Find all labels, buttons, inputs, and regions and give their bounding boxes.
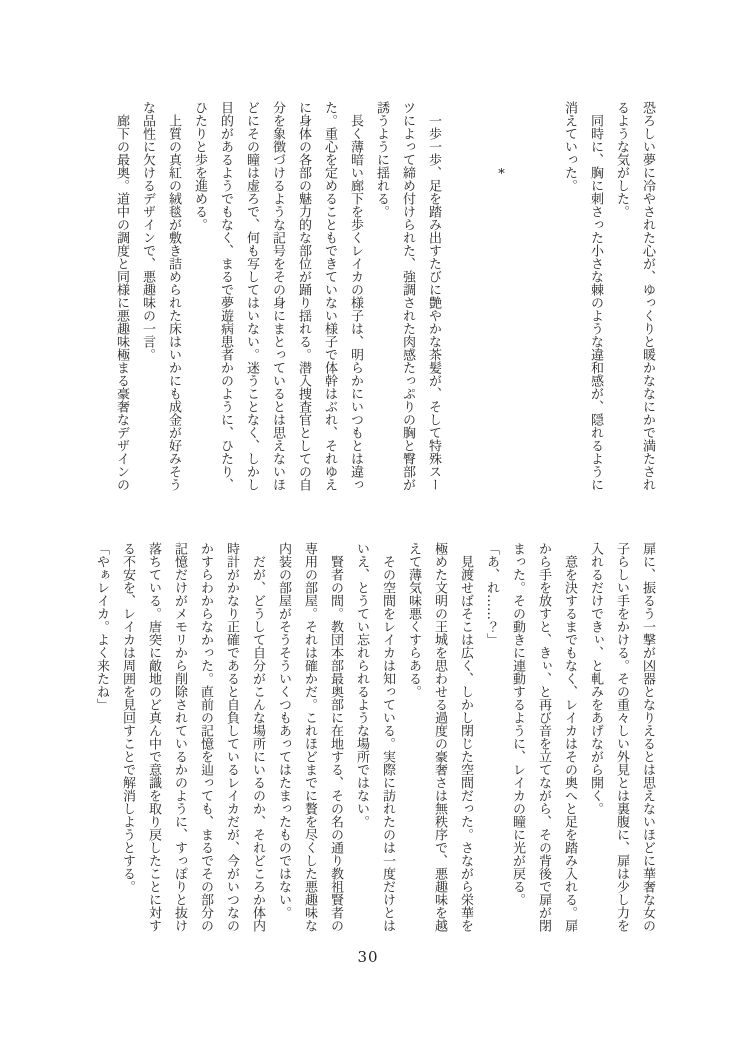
text-line: どにその瞳は虚ろで、何も写してはいない。迷うことなく、しかし [244, 101, 259, 491]
text-line: かすらわからなかった。直前の記憶を辿っても、まるでその部分の [198, 542, 213, 932]
text-line: 同時に、胸に刺さった小さな棘のような違和感が、隠れるように [588, 101, 603, 491]
text-line: 目的があるようでもなく、まるで夢遊病患者かのように、ひたり、 [218, 101, 233, 491]
text-line: 一歩一歩、足を踏み出すたびに艶やかな茶髪が、そして特殊スー [426, 101, 441, 491]
text-block-upper [108, 101, 660, 503]
text-line: 長く薄暗い廊下を歩くレイカの様子は、明らかにいつもとは違っ [348, 101, 363, 491]
text-line: 内装の部屋がそうそういくつもあってはたまったものではない。 [276, 542, 291, 919]
text-line: 賢者の間。教団本部最奥部に在地する、その名の通り教祖賢者の [328, 542, 343, 932]
text-line: 廊下の最奥。道中の調度と同様に悪趣味極まる豪奢なデザインの [114, 101, 129, 491]
text-line: 「あ、れ……？」 [484, 542, 499, 646]
text-line: いえ、とうてい忘れられるような場所ではない。 [354, 542, 369, 828]
text-line: ツによって締め付けられた、強調された肉感たっぷりの胸と臀部が [400, 101, 415, 491]
section-separator-asterisk: * [494, 167, 509, 182]
text-line: 時計がかなり正確であると自負しているレイカだが、今がいつなの [224, 542, 239, 932]
text-line: に身体の各部の魅力的な部位が踊り揺れる。潜入捜査官としての自 [296, 101, 311, 491]
text-line: 落ちている。唐突に敵地のど真ん中で意識を取り戻したことに対す [146, 542, 161, 932]
text-line: た。重心を定めることもできていない様子で体幹はぶれ、それゆえ [322, 101, 337, 491]
text-line: る不安を、レイカは周囲を見回すことで解消しようとする。 [120, 542, 135, 893]
text-line: まった。その動きに連動するように、レイカの瞳に光が戻る。 [510, 542, 525, 906]
text-line: な品性に欠けるデザインで、悪趣味の一言。 [140, 101, 155, 361]
text-block-lower [88, 542, 660, 944]
text-line: 入れるだけできぃ、と軋みをあげながら開く。 [588, 542, 603, 815]
text-line: るような気がした。 [614, 101, 629, 218]
text-line: 「やぁレイカ。よく来たね」 [94, 542, 109, 711]
text-line: 誘うように揺れる。 [374, 101, 389, 218]
text-line: 記憶だけがメモリから削除されているかのように、すっぽりと抜け [172, 542, 187, 932]
text-line: 分を象徴づけるような記号をその身にまとっているとは思えないほ [270, 101, 285, 491]
text-line: 見渡せばそこは広く、しかし閉じた空間だった。さながら栄華を [458, 542, 473, 932]
text-line: 恐ろしい夢に冷やされた心が、ゆっくりと暖かななにかで満たされ [640, 101, 655, 491]
text-line: 意を決するまでもなく、レイカはその奥へと足を踏み入れる。扉 [562, 542, 577, 932]
page-number: 30 [357, 948, 379, 966]
text-line: 子らしい手をかける。その重々しい外見とは裏腹に、扉は少し力を [614, 542, 629, 932]
text-line: えて薄気味悪くすらある。 [406, 542, 421, 698]
text-line: から手を放すと、きぃ、と再び音を立てながら、その背後で扉が閉 [536, 542, 551, 932]
text-line: その空間をレイカは知っている。実際に訪れたのは一度だけとは [380, 542, 395, 932]
text-line: 専用の部屋。それは確かだ。これほどまでに贅を尽くした悪趣味な [302, 542, 317, 932]
text-line: ひたりと歩を進める。 [192, 101, 207, 231]
text-line: 上質の真紅の絨毯が敷き詰められた床はいかにも成金が好みそう [166, 101, 181, 491]
text-line: 極めた文明の王城を思わせる過度の豪奢さは無秩序で、悪趣味を越 [432, 542, 447, 932]
text-line: だが、どうして自分がこんな場所にいるのか、それどころか体内 [250, 542, 265, 932]
text-line: 扉に、振るう一撃が凶器となりえるとは思えないほどに華奢な女の [640, 542, 655, 932]
text-line: 消えていった。 [562, 101, 577, 192]
